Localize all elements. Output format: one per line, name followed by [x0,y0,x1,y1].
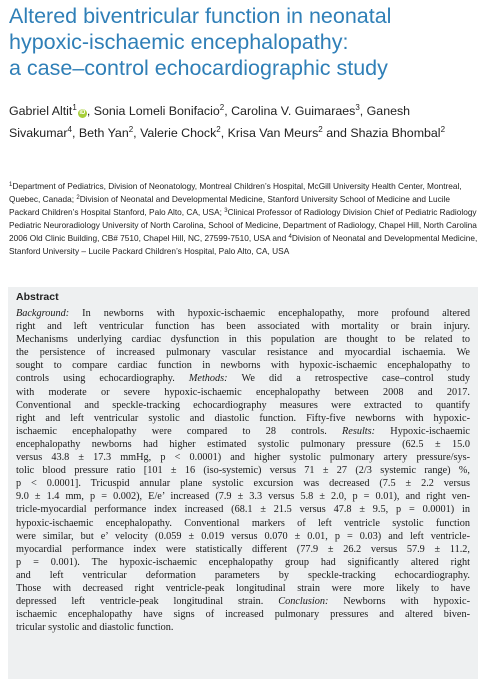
affiliation-sup: 4 [288,234,292,241]
abstract-line-text: tricle-myocardial performance index increased (68.1 ± 21.5 versus 47.8 ± 9.5, p = 0.0001) in [16,504,470,516]
abstract-line-text: Mechanisms underlying cardiac dysfunction in this population are thought to be related to [16,334,470,346]
author[interactable] [79,126,140,140]
abstract-line [16,582,470,595]
author[interactable] [228,126,347,140]
article-title [9,3,479,81]
abstract-line [16,438,470,451]
author-affiliation-sup: 3 [355,103,360,112]
abstract-line-text: Those with decreased right ventricle-peak longitudinal strain were more likely to have [16,582,470,594]
abstract-line [16,543,470,556]
affiliation-text: Division of Neonatal and Developmental Medicine, Stanford University School of Medicine and Lucile Packard Children’s Hospital Stanford, Palo Alto, CA, USA; [9,194,451,218]
abstract-line-text: encephalopathy newborns had higher estimated systolic pulmonary pressure (62.5 ± 15.0 [16,438,470,450]
author-name[interactable]: Carolina V. Guimaraes [231,104,356,118]
abstract-line [16,595,470,608]
author[interactable] [140,126,228,140]
abstract-line-text: right and left ventricular function has been associated with mortality or brain injury. [16,321,470,333]
abstract-line-text: p = 0.001). The hypoxic-ischaemic encephalopathy group had significantly altered right [16,556,470,568]
abstract-line [16,503,470,516]
affiliation-sup: 2 [76,195,80,202]
abstract-section-label: Background: [16,308,70,319]
abstract-line-text: Newborns with hypoxic- [328,596,470,608]
abstract-line-text: were similar, but e’ velocity (0.059 ± 0.019 versus 0.070 ± 0.01, p = 0.03) and left ventricle- [16,530,470,542]
abstract-line-text: tricular systolic and diastolic function. [16,622,174,634]
abstract-line-text: hypoxic-ischaemic encephalopathy. Conventional markers of left ventricle systolic function [16,517,470,529]
abstract-line-text: right and left ventricular systolic and diastolic function. Fifty-five newborns with hypoxic- [16,412,470,424]
abstract-line [16,307,470,320]
affiliation-text: Division of Neonatal and Developmental Medicine, Stanford University – Lucile Packard Children’s Hospital, Palo Alto, CA, USA [9,233,478,257]
abstract-line-text: sought to compare cardiac function in newborns with hypoxic-ischaemic encephalopathy to [16,360,470,372]
abstract-line [16,320,470,333]
abstract-box [8,287,478,679]
author-separator: , [220,126,228,140]
author-affiliation-sup: 4 [67,125,72,134]
author-name[interactable]: Shazia Bhombal [350,126,441,140]
author-separator: , [224,104,232,118]
abstract-line-text: ischaemic encephalopathy were compared to 28 controls. [16,425,343,437]
abstract-line [16,569,470,582]
abstract-line [16,333,470,346]
author-list [9,100,479,144]
abstract-line [16,477,470,490]
author-affiliation-sup: 2 [440,125,446,134]
abstract-line [16,464,470,477]
author-affiliation-sup: 1 [72,103,77,112]
title-line: hypoxic-ischaemic encephalopathy: [9,30,349,54]
author[interactable] [231,104,363,118]
abstract-line [16,556,470,569]
abstract-line-text: controls using echocardiography. [16,373,189,385]
author-name[interactable]: Beth Yan [78,126,129,140]
abstract-line-text: 9.0 ± 1.4 mm, p = 0.002), E/e’ increased (7.9 ± 3.3 versus 5.8 ± 2.0, p = 0.01), and right ven- [16,491,470,503]
abstract-line-text: In newborns with hypoxic-ischaemic encephalopathy, more profound altered [69,308,470,319]
abstract-line-text: versus 43.8 ± 17.3 mmHg, p < 0.0001) and higher systolic pulmonary artery pressure/sys- [16,452,470,464]
abstract-section-label: Results: [342,425,376,437]
abstract-line-text: Conventional and speckle-tracking echocardiography measures were extracted to quantify [16,399,470,411]
author[interactable] [350,126,445,140]
abstract-line [16,425,470,438]
abstract-line [16,412,470,425]
affiliation-sup: 3 [224,208,228,215]
author-separator: , [359,104,364,118]
abstract-line [16,608,470,621]
abstract-line [16,399,470,412]
abstract-line [16,359,470,372]
abstract-line-text: p < 0.0001]. Tricuspid annular plane systolic excursion was decreased (7.5 ± 2.2 versus [16,478,470,490]
author-separator: and [322,126,347,140]
abstract-line-text: the persistence of increased pulmonary vascular resistance and myocardial ischaemia. We [16,347,470,359]
author-affiliation-sup: 2 [219,103,225,112]
author-affiliation-sup: 2 [318,125,323,134]
abstract-line [16,451,470,464]
abstract-line [16,372,470,385]
abstract-line-text: tolic blood pressure ratio [101 ± 16 (iso-systemic) versus 71 ± 27 (2/3 systemic range) %, [16,465,470,477]
author-separator: , [133,126,141,140]
affiliation-sup: 1 [9,182,13,188]
author-affiliation-sup: 2 [128,125,134,134]
abstract-section-label: Conclusion: [278,596,329,608]
abstract-line [16,517,470,530]
abstract-line [16,490,470,503]
abstract-line [16,386,470,399]
affiliation-text: Department of Pediatrics, Division of Neonatology, Montreal Children’s Hospital, McGill University Health Center, Montreal, Quebec, Canada; [9,181,462,205]
abstract-line [16,530,470,543]
author-name[interactable]: Gabriel Altit [9,104,73,118]
abstract-line-text: ischaemic encephalopathy have signs of increased pulmonary pressures and altered biven- [16,609,470,621]
abstract-line-text: depressed left ventricle-peak longitudinal strain. [16,596,279,608]
abstract-heading: Abstract [16,291,59,303]
author-separator: , [86,104,94,118]
author[interactable] [9,104,94,118]
affiliations [9,180,479,259]
author-name[interactable]: Krisa Van Meurs [227,126,319,140]
abstract-line-text: and left ventricular deformation parameters by speckle-tracking echocardiography. [16,569,470,581]
title-line: a case–control echocardiographic study [9,56,388,80]
author[interactable] [94,104,231,118]
abstract-section-label: Methods: [188,373,228,385]
abstract-line [16,621,470,634]
author-affiliation-sup: 2 [216,125,221,134]
title-line: Altered biventricular function in neonatal [9,4,392,28]
affiliation-text: Clinical Professor of Radiology Division Chief of Pediatric Radiology Pediatric Neuroradiology University of North Carolina, School of Medicine, Department of Radiology, Chapel Hill, North Carolina 2006 Old Clinic Building, CB# 7510, Chapel Hill, NC, 27599-7510, USA and [9,207,477,244]
abstract-line-text: myocardial performance index were statistically different (77.9 ± 26.2 versus 57.9 ± 11.2, [16,543,470,555]
abstract-line-text: with moderate or severe hypoxic-ischaemic encephalopathy between 2008 and 2017. [16,386,470,398]
author-name[interactable]: Sonia Lomeli Bonifacio [93,104,220,118]
author-separator: , [71,126,79,140]
abstract-line-text: We did a retrospective case–control study [227,373,470,385]
author-name[interactable]: Ganesh Sivakumar [9,104,411,140]
abstract-line-text: Hypoxic-ischaemic [375,425,470,437]
orcid-icon[interactable]: iD [79,110,86,116]
abstract-line [16,346,470,359]
author-name[interactable]: Valerie Chock [140,126,217,140]
abstract-text [16,307,470,634]
